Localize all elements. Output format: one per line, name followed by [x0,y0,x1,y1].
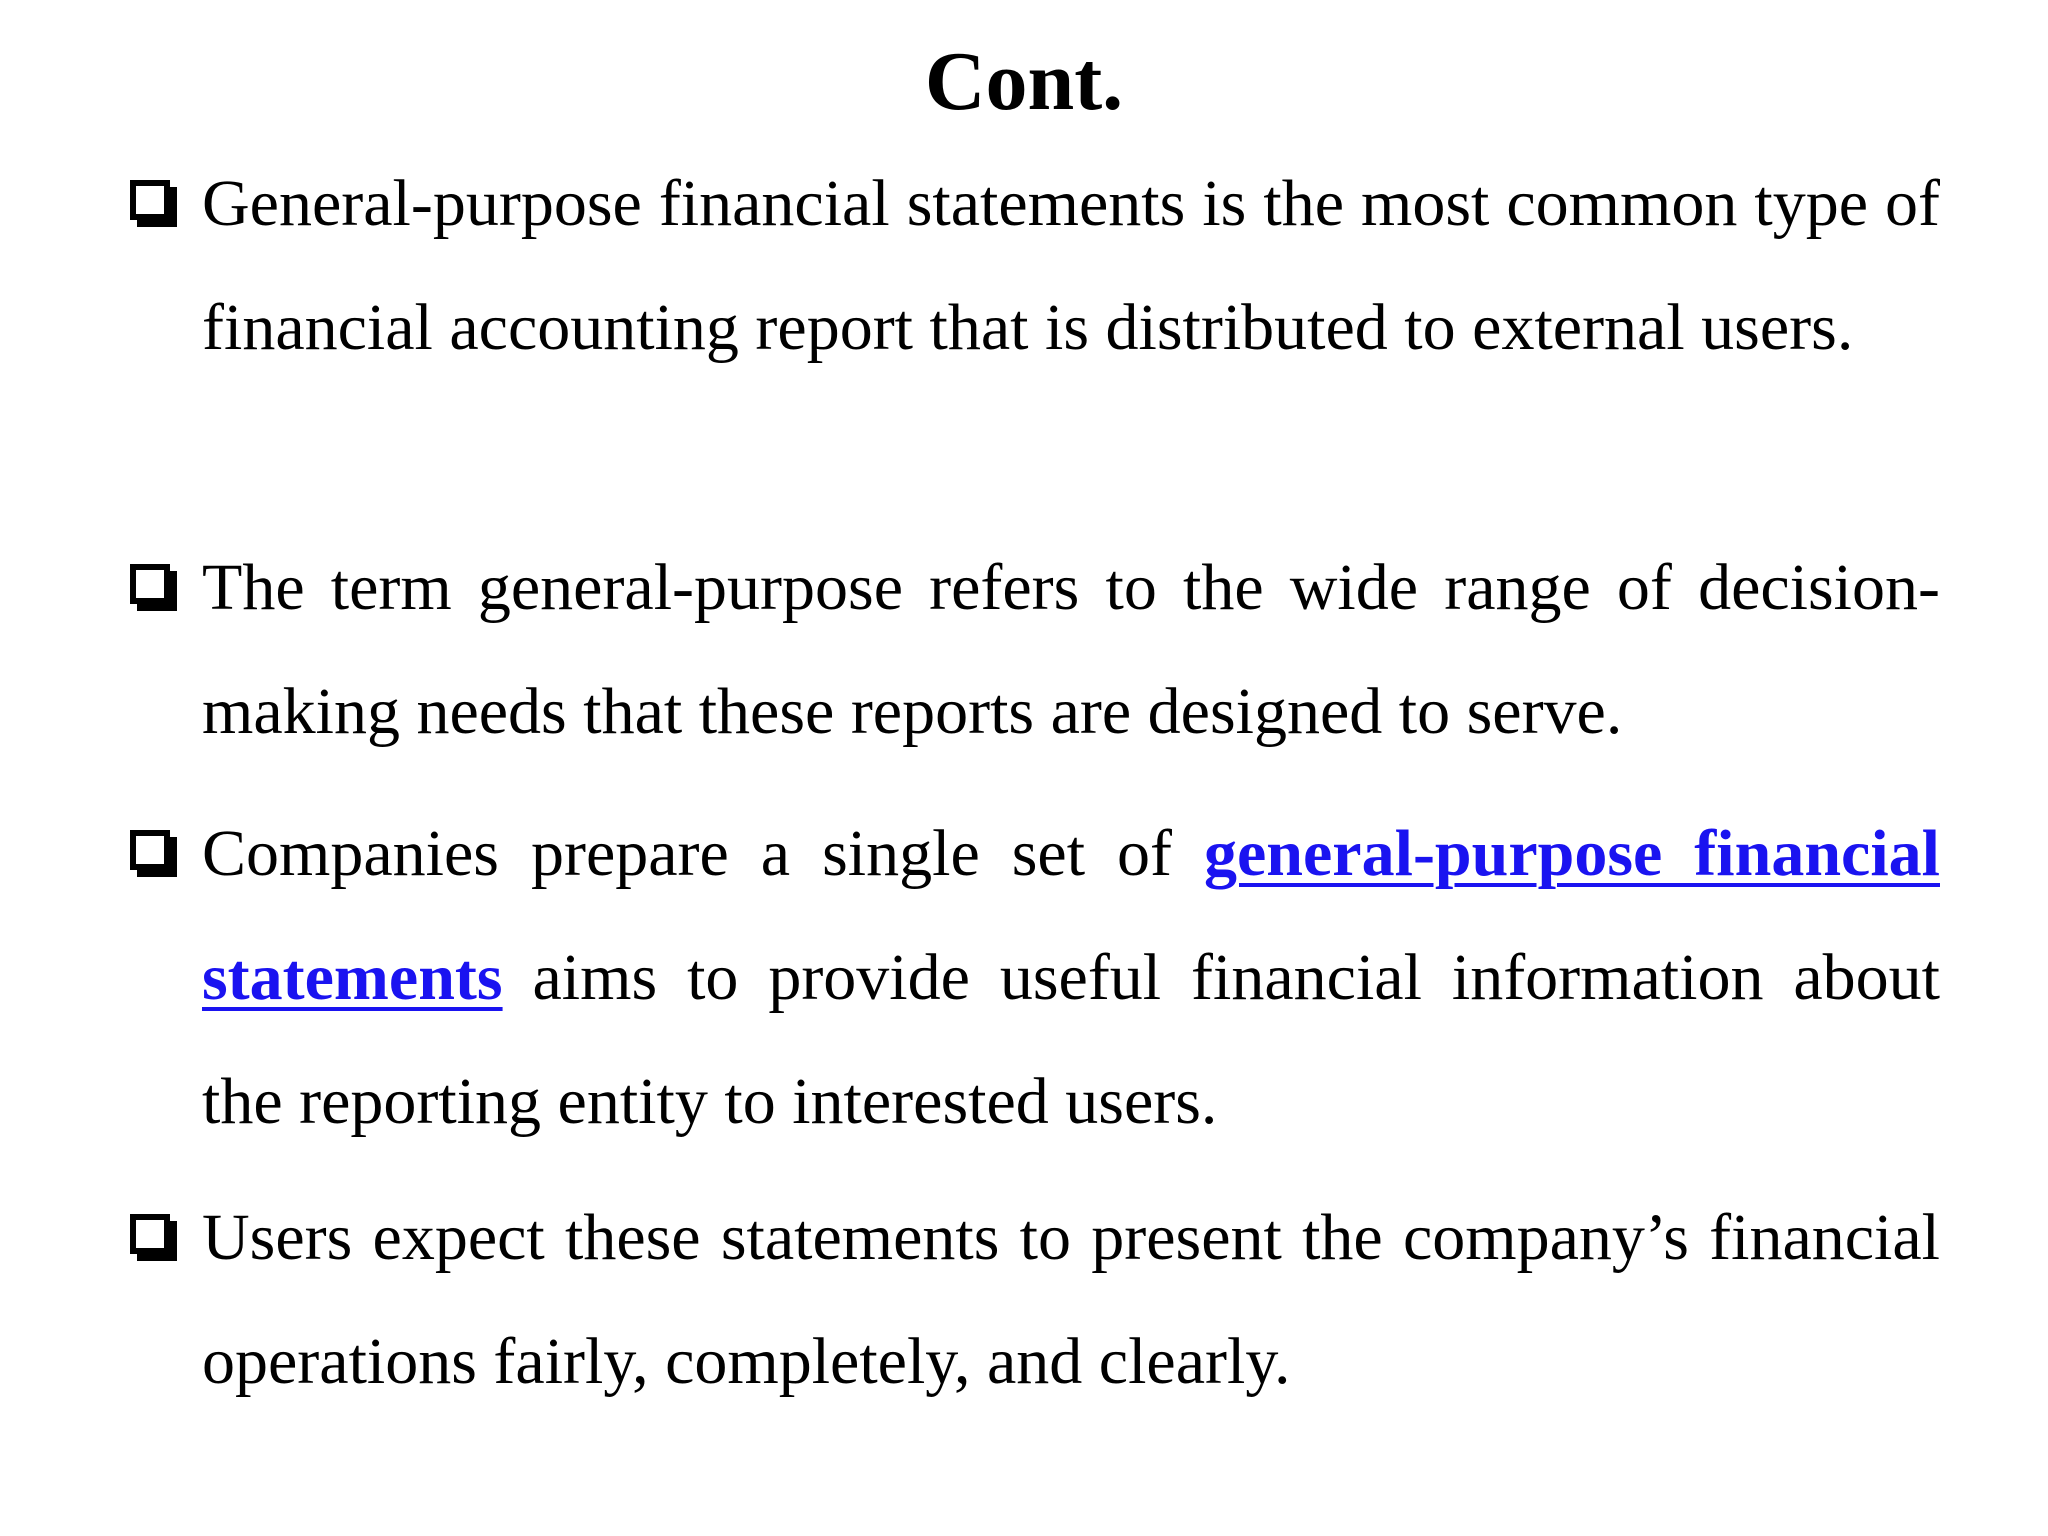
general-purpose-financial-statements-link[interactable]: general-purpose financial statements [202,817,1940,1014]
bullet-text-3-before: Companies prepare a single set of [202,817,1173,890]
bullet-text-4: Users expect these statements to present the company’s financial operations fairly, completely, and clearly. [202,1201,1940,1398]
bullet-text-1: General-purpose financial statements is the most common type of financial accounting report that is distributed to external users. [202,167,1940,364]
bullet-text-2: The term general-purpose refers to the wide range of decision-making needs that these reports are designed to serve. [202,551,1940,748]
square-bullet-icon [130,180,170,220]
square-bullet-icon [130,830,170,870]
bullet-text-3 [202,792,1940,1164]
square-bullet-icon [130,564,170,604]
slide-title: Cont. [924,35,1124,128]
bullet-text-3-after: aims to provide useful financial information about the reporting entity to interested users. [202,941,1940,1138]
square-bullet-icon [130,1214,170,1254]
